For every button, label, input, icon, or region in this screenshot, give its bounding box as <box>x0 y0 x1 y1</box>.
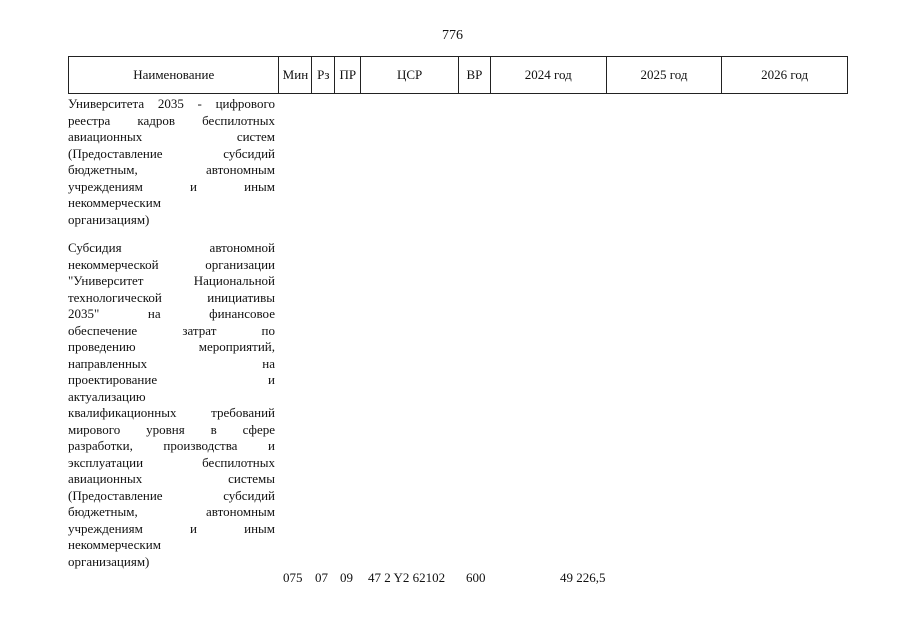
column-header-rz: Рз <box>312 57 335 93</box>
cell-csr: 47 2 Y2 62102 <box>368 570 446 585</box>
name-line: бюджетным, автономным <box>68 162 275 177</box>
cell-pr: 09 <box>340 570 353 585</box>
table-row-item-1-name <box>68 96 275 228</box>
name-line: направленных на <box>68 355 275 371</box>
name-line: бюджетным, автономным <box>68 504 275 519</box>
name-line: эксплуатации беспилотных <box>68 454 275 470</box>
name-line: квалификационных требований <box>68 405 275 420</box>
cell-min: 075 <box>283 570 303 585</box>
name-line: обеспечение затрат по <box>68 322 275 338</box>
name-line: Субсидия автономной <box>68 240 275 255</box>
name-line: некоммерческим <box>68 195 161 210</box>
table-row-item-2-name <box>68 240 275 570</box>
name-line: мирового уровня в сфере <box>68 421 275 437</box>
cell-rz: 07 <box>315 570 328 585</box>
name-line: разработки, производства и <box>68 438 275 453</box>
name-line: некоммерческим <box>68 537 161 552</box>
column-header-name: Наименование <box>69 57 279 93</box>
name-line: реестра кадров беспилотных <box>68 112 275 128</box>
cell-vr: 600 <box>466 570 486 585</box>
name-line: учреждениям и иным <box>68 520 275 536</box>
name-line: "Университет Национальной <box>68 273 275 288</box>
name-line: технологической инициативы <box>68 289 275 305</box>
name-line: проведению мероприятий, <box>68 339 275 354</box>
name-line: Университета 2035 - цифрового <box>68 96 275 111</box>
name-line: проектирование и <box>68 372 275 387</box>
page-number: 776 <box>442 28 463 43</box>
name-line: организациям) <box>68 553 150 569</box>
name-line: (Предоставление субсидий <box>68 145 275 161</box>
cell-2024: 49 226,5 <box>560 570 606 585</box>
name-line: авиационных системы <box>68 471 275 486</box>
column-header-csr: ЦСР <box>361 57 459 93</box>
column-header-vr: ВР <box>459 57 491 93</box>
table-header <box>68 56 848 94</box>
name-line: 2035" на финансовое <box>68 306 275 321</box>
column-header-2026: 2026 год <box>761 67 809 82</box>
name-line: учреждениям и иным <box>68 178 275 194</box>
table-row-item-2-values <box>68 570 848 587</box>
name-line: авиационных систем <box>68 129 275 144</box>
column-header-2025: 2025 год <box>607 57 723 93</box>
name-line: организациям) <box>68 211 150 227</box>
name-line: (Предоставление субсидий <box>68 487 275 503</box>
name-line: некоммерческой организации <box>68 256 275 272</box>
column-header-pr: ПР <box>335 57 361 93</box>
column-header-2024: 2024 год <box>491 57 607 93</box>
column-header-min: Мин <box>279 57 312 93</box>
name-line: актуализацию <box>68 388 146 404</box>
